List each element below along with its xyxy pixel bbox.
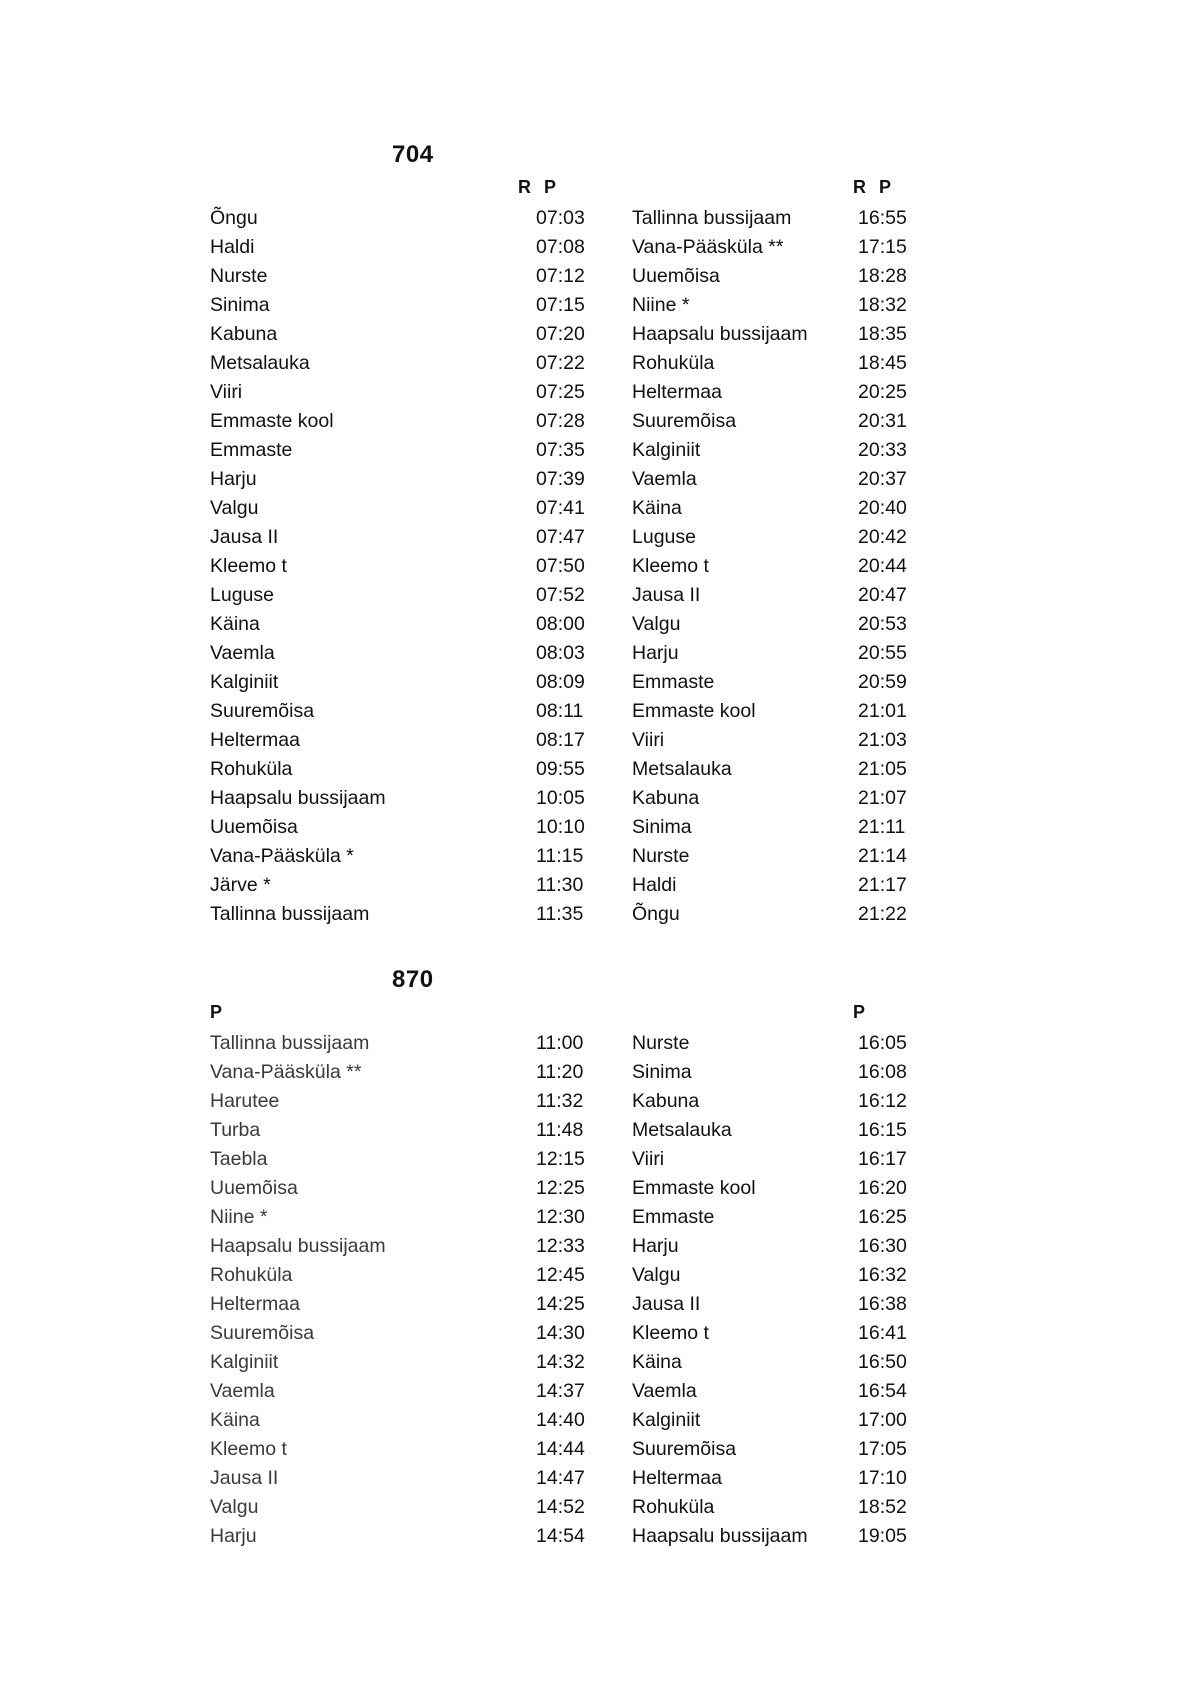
return-time: 16:25: [858, 1206, 907, 1228]
return-stop: Sinima: [632, 816, 692, 838]
return-stop: Tallinna bussijaam: [632, 207, 792, 229]
timetable-row: [0, 1232, 1190, 1261]
outbound-time: 12:25: [536, 1177, 585, 1199]
return-stop: Emmaste: [632, 1206, 715, 1228]
outbound-stop: Taebla: [210, 1148, 268, 1170]
timetable-row: [0, 494, 1190, 523]
return-stop: Nurste: [632, 1032, 690, 1054]
return-time: 21:07: [858, 787, 907, 809]
outbound-time: 07:15: [536, 294, 585, 316]
return-time: 17:15: [858, 236, 907, 258]
outbound-stop: Käina: [210, 613, 260, 635]
outbound-time: 14:25: [536, 1293, 585, 1315]
timetable-row: [0, 349, 1190, 378]
timetable-row: [0, 581, 1190, 610]
return-time: 16:20: [858, 1177, 907, 1199]
return-stop: Emmaste: [632, 671, 715, 693]
route-number-704: 704: [392, 141, 434, 168]
outbound-stop: Haapsalu bussijaam: [210, 1235, 386, 1257]
return-stop: Kalginiit: [632, 439, 701, 461]
return-time: 17:10: [858, 1467, 907, 1489]
return-time: 18:45: [858, 352, 907, 374]
outbound-time: 11:00: [536, 1032, 584, 1054]
return-time: 20:33: [858, 439, 907, 461]
return-stop: Metsalauka: [632, 1119, 732, 1141]
outbound-time: 12:33: [536, 1235, 585, 1257]
timetable-row: [0, 900, 1190, 929]
return-time: 21:01: [858, 700, 907, 722]
outbound-time: 07:22: [536, 352, 585, 374]
return-time: 16:30: [858, 1235, 907, 1257]
timetable-row: [0, 1058, 1190, 1087]
outbound-stop: Kabuna: [210, 323, 278, 345]
timetable-row: [0, 1145, 1190, 1174]
return-time: 19:05: [858, 1525, 907, 1547]
outbound-time: 07:50: [536, 555, 585, 577]
outbound-time: 11:35: [536, 903, 584, 925]
timetable-row: [0, 1406, 1190, 1435]
timetable-row: [0, 262, 1190, 291]
timetable-row: [0, 1203, 1190, 1232]
return-stop: Uuemõisa: [632, 265, 720, 287]
return-time: 16:08: [858, 1061, 907, 1083]
outbound-time: 07:41: [536, 497, 585, 519]
return-stop: Kleemo t: [632, 555, 709, 577]
return-time: 16:38: [858, 1293, 907, 1315]
return-stop: Kabuna: [632, 1090, 700, 1112]
outbound-time: 07:20: [536, 323, 585, 345]
outbound-stop: Vaemla: [210, 642, 275, 664]
outbound-stop: Kleemo t: [210, 1438, 287, 1460]
return-stop: Kabuna: [632, 787, 700, 809]
return-stop: Heltermaa: [632, 1467, 722, 1489]
timetable-row: [0, 813, 1190, 842]
outbound-stop: Uuemõisa: [210, 1177, 298, 1199]
outbound-time: 08:11: [536, 700, 584, 722]
return-stop: Metsalauka: [632, 758, 732, 780]
return-stop: Vaemla: [632, 1380, 697, 1402]
return-time: 20:59: [858, 671, 907, 693]
outbound-time: 14:30: [536, 1322, 585, 1344]
outbound-time: 08:09: [536, 671, 585, 693]
timetable-row: [0, 784, 1190, 813]
return-stop: Haldi: [632, 874, 677, 896]
timetable-row: [0, 1319, 1190, 1348]
outbound-time: 10:05: [536, 787, 585, 809]
outbound-stop: Nurste: [210, 265, 268, 287]
return-stop: Kalginiit: [632, 1409, 701, 1431]
return-stop: Nurste: [632, 845, 690, 867]
outbound-time: 07:47: [536, 526, 585, 548]
return-time: 20:42: [858, 526, 907, 548]
outbound-time: 11:48: [536, 1119, 584, 1141]
outbound-time: 14:44: [536, 1438, 585, 1460]
timetable-row: [0, 1087, 1190, 1116]
timetable-row: [0, 1435, 1190, 1464]
outbound-stop: Heltermaa: [210, 1293, 300, 1315]
outbound-stop: Harju: [210, 468, 257, 490]
outbound-time: 07:39: [536, 468, 585, 490]
outbound-stop: Rohuküla: [210, 1264, 293, 1286]
return-time: 16:55: [858, 207, 907, 229]
return-time: 21:17: [858, 874, 907, 896]
outbound-stop: Jausa II: [210, 526, 279, 548]
return-stop: Suuremõisa: [632, 410, 737, 432]
outbound-time: 09:55: [536, 758, 585, 780]
outbound-time: 11:15: [536, 845, 584, 867]
timetable-row: [0, 233, 1190, 262]
return-time: 16:12: [858, 1090, 907, 1112]
timetable-row: [0, 639, 1190, 668]
return-time: 21:05: [858, 758, 907, 780]
outbound-stop: Haldi: [210, 236, 255, 258]
return-stop: Vana-Pääsküla **: [632, 236, 784, 258]
return-time: 20:37: [858, 468, 907, 490]
outbound-time: 07:52: [536, 584, 585, 606]
outbound-time: 08:17: [536, 729, 585, 751]
return-time: 20:53: [858, 613, 907, 635]
outbound-stop: Suuremõisa: [210, 700, 315, 722]
outbound-stop: Sinima: [210, 294, 270, 316]
timetable-row: [0, 726, 1190, 755]
timetable-row: [0, 755, 1190, 784]
return-time: 20:47: [858, 584, 907, 606]
timetable-row: [0, 1464, 1190, 1493]
outbound-time: 11:30: [536, 874, 584, 896]
timetable-row: [0, 842, 1190, 871]
return-time: 16:41: [858, 1322, 907, 1344]
outbound-time: 08:03: [536, 642, 585, 664]
return-stop: Käina: [632, 497, 682, 519]
outbound-time: 11:20: [536, 1061, 584, 1083]
return-time: 16:05: [858, 1032, 907, 1054]
return-time: 21:22: [858, 903, 907, 925]
timetable-row: [0, 320, 1190, 349]
outbound-days-label: P: [210, 1002, 227, 1022]
outbound-days-label: R P: [518, 177, 561, 197]
outbound-stop: Emmaste kool: [210, 410, 334, 432]
outbound-stop: Luguse: [210, 584, 274, 606]
timetable-row: [0, 1522, 1190, 1551]
return-time: 18:28: [858, 265, 907, 287]
timetable-row: [0, 204, 1190, 233]
timetable-row: [0, 552, 1190, 581]
outbound-stop: Tallinna bussijaam: [210, 903, 370, 925]
return-time: 17:05: [858, 1438, 907, 1460]
return-time: 16:32: [858, 1264, 907, 1286]
return-stop: Harju: [632, 642, 679, 664]
outbound-stop: Valgu: [210, 1496, 259, 1518]
outbound-time: 14:47: [536, 1467, 585, 1489]
outbound-stop: Järve *: [210, 874, 271, 896]
outbound-time: 08:00: [536, 613, 585, 635]
timetable-row: [0, 1029, 1190, 1058]
return-stop: Õngu: [632, 903, 680, 925]
outbound-time: 12:30: [536, 1206, 585, 1228]
return-stop: Niine *: [632, 294, 690, 316]
outbound-time: 07:28: [536, 410, 585, 432]
return-time: 20:44: [858, 555, 907, 577]
return-time: 20:25: [858, 381, 907, 403]
return-stop: Viiri: [632, 729, 665, 751]
return-stop: Kleemo t: [632, 1322, 709, 1344]
return-time: 21:14: [858, 845, 907, 867]
timetable-row: [0, 1493, 1190, 1522]
outbound-stop: Kalginiit: [210, 671, 279, 693]
return-stop: Valgu: [632, 613, 681, 635]
timetable-row: [0, 1116, 1190, 1145]
outbound-stop: Niine *: [210, 1206, 268, 1228]
outbound-stop: Vana-Pääsküla *: [210, 845, 354, 867]
outbound-time: 07:08: [536, 236, 585, 258]
outbound-stop: Suuremõisa: [210, 1322, 315, 1344]
outbound-stop: Haapsalu bussijaam: [210, 787, 386, 809]
outbound-stop: Emmaste: [210, 439, 293, 461]
outbound-stop: Tallinna bussijaam: [210, 1032, 370, 1054]
return-stop: Haapsalu bussijaam: [632, 1525, 808, 1547]
outbound-time: 14:52: [536, 1496, 585, 1518]
outbound-stop: Kleemo t: [210, 555, 287, 577]
return-stop: Rohuküla: [632, 1496, 715, 1518]
return-stop: Suuremõisa: [632, 1438, 737, 1460]
return-days-label: R P: [853, 177, 896, 197]
outbound-stop: Harju: [210, 1525, 257, 1547]
return-days-label: P: [853, 1002, 870, 1022]
outbound-stop: Vaemla: [210, 1380, 275, 1402]
return-time: 21:11: [858, 816, 906, 838]
outbound-time: 14:40: [536, 1409, 585, 1431]
timetable-row: [0, 871, 1190, 900]
return-time: 16:17: [858, 1148, 907, 1170]
outbound-stop: Metsalauka: [210, 352, 310, 374]
outbound-stop: Viiri: [210, 381, 243, 403]
outbound-time: 12:45: [536, 1264, 585, 1286]
outbound-stop: Heltermaa: [210, 729, 300, 751]
return-stop: Rohuküla: [632, 352, 715, 374]
outbound-time: 07:25: [536, 381, 585, 403]
route-704-timetable: [0, 204, 1190, 929]
timetable-row: [0, 1174, 1190, 1203]
outbound-stop: Käina: [210, 1409, 260, 1431]
return-stop: Emmaste kool: [632, 700, 756, 722]
timetable-row: [0, 523, 1190, 552]
return-time: 16:15: [858, 1119, 907, 1141]
outbound-stop: Harutee: [210, 1090, 280, 1112]
timetable-row: [0, 378, 1190, 407]
timetable-row: [0, 407, 1190, 436]
outbound-time: 14:32: [536, 1351, 585, 1373]
outbound-stop: Valgu: [210, 497, 259, 519]
outbound-time: 14:37: [536, 1380, 585, 1402]
outbound-stop: Turba: [210, 1119, 261, 1141]
outbound-time: 07:35: [536, 439, 585, 461]
outbound-time: 07:03: [536, 207, 585, 229]
timetable-row: [0, 291, 1190, 320]
outbound-time: 07:12: [536, 265, 585, 287]
outbound-stop: Vana-Pääsküla **: [210, 1061, 362, 1083]
return-time: 20:31: [858, 410, 907, 432]
return-time: 16:50: [858, 1351, 907, 1373]
return-stop: Emmaste kool: [632, 1177, 756, 1199]
return-time: 18:35: [858, 323, 907, 345]
return-stop: Jausa II: [632, 584, 701, 606]
return-time: 20:40: [858, 497, 907, 519]
timetable-row: [0, 465, 1190, 494]
outbound-stop: Õngu: [210, 207, 258, 229]
timetable-row: [0, 668, 1190, 697]
outbound-time: 10:10: [536, 816, 585, 838]
return-stop: Sinima: [632, 1061, 692, 1083]
return-stop: Valgu: [632, 1264, 681, 1286]
outbound-stop: Jausa II: [210, 1467, 279, 1489]
route-number-870: 870: [392, 966, 434, 993]
timetable-row: [0, 436, 1190, 465]
timetable-row: [0, 1348, 1190, 1377]
return-stop: Viiri: [632, 1148, 665, 1170]
timetable-row: [0, 697, 1190, 726]
timetable-row: [0, 1290, 1190, 1319]
return-stop: Vaemla: [632, 468, 697, 490]
return-stop: Luguse: [632, 526, 696, 548]
timetable-row: [0, 1261, 1190, 1290]
return-time: 18:32: [858, 294, 907, 316]
outbound-stop: Rohuküla: [210, 758, 293, 780]
timetable-row: [0, 610, 1190, 639]
return-stop: Haapsalu bussijaam: [632, 323, 808, 345]
outbound-time: 12:15: [536, 1148, 585, 1170]
return-stop: Heltermaa: [632, 381, 722, 403]
outbound-stop: Uuemõisa: [210, 816, 298, 838]
return-time: 20:55: [858, 642, 907, 664]
return-stop: Jausa II: [632, 1293, 701, 1315]
route-870-timetable: [0, 1029, 1190, 1551]
return-time: 16:54: [858, 1380, 907, 1402]
timetable-row: [0, 1377, 1190, 1406]
outbound-time: 14:54: [536, 1525, 585, 1547]
outbound-stop: Kalginiit: [210, 1351, 279, 1373]
return-time: 21:03: [858, 729, 907, 751]
outbound-time: 11:32: [536, 1090, 584, 1112]
return-time: 17:00: [858, 1409, 907, 1431]
return-stop: Käina: [632, 1351, 682, 1373]
return-stop: Harju: [632, 1235, 679, 1257]
return-time: 18:52: [858, 1496, 907, 1518]
